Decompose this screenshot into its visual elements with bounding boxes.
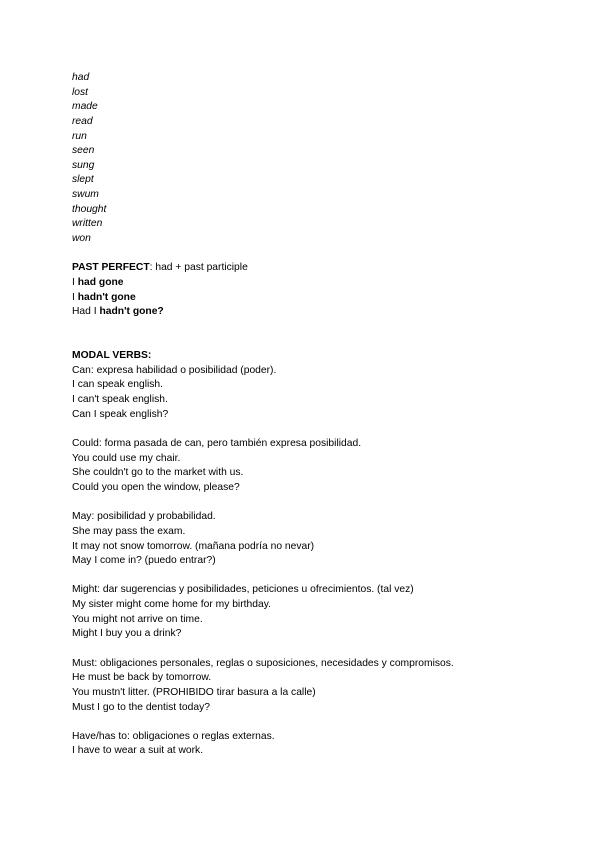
modal-could-block	[72, 437, 572, 496]
modal-might-block	[72, 583, 572, 642]
modal-have-to-block	[72, 730, 572, 759]
participle-item: thought	[72, 203, 107, 215]
participle-list	[72, 71, 572, 247]
modal-line: Can I speak english?	[72, 408, 169, 420]
participle-item: run	[72, 130, 87, 142]
participle-item: sung	[72, 159, 95, 171]
past-perfect-example	[72, 276, 572, 291]
past-perfect-section	[72, 261, 572, 320]
participle-item: seen	[72, 145, 95, 157]
modal-must-block	[72, 657, 572, 716]
past-perfect-example	[72, 305, 572, 320]
participle-item: won	[72, 233, 91, 245]
modal-line: You might not arrive on time.	[72, 613, 203, 625]
modal-line: It may not snow tomorrow. (mañana podría no nevar)	[72, 540, 315, 552]
participle-item: lost	[72, 86, 89, 98]
modal-line: My sister might come home for my birthday.	[72, 599, 271, 611]
example-prefix: Had I	[72, 306, 100, 318]
modal-line: Might: dar sugerencias y posibilidades, peticiones u ofrecimientos. (tal vez)	[72, 584, 414, 596]
modal-can-block	[72, 364, 572, 423]
modal-line: Might I buy you a drink?	[72, 628, 182, 640]
modal-verbs-heading	[72, 349, 572, 364]
participle-item: read	[72, 115, 93, 127]
modal-line: Can: expresa habilidad o posibilidad (poder).	[72, 364, 277, 376]
participle-item: written	[72, 218, 103, 230]
participle-item: had	[72, 72, 90, 83]
document-content	[72, 71, 572, 759]
modal-line: You could use my chair.	[72, 452, 181, 464]
modal-heading-text: MODAL VERBS:	[72, 350, 152, 362]
past-perfect-heading: PAST PERFECT	[72, 262, 150, 274]
modal-line: She may pass the exam.	[72, 525, 186, 537]
example-verb: had gone	[77, 276, 124, 288]
modal-line: Must: obligaciones personales, reglas o suposiciones, necesidades y compromisos.	[72, 657, 454, 669]
participle-item: swum	[72, 189, 99, 201]
modal-may-block	[72, 510, 572, 569]
modal-verbs-section	[72, 349, 572, 759]
modal-line: May: posibilidad y probabilidad.	[72, 511, 216, 523]
modal-line: She couldn't go to the market with us.	[72, 467, 244, 479]
past-perfect-rule: : had + past participle	[149, 262, 248, 274]
participle-item: made	[72, 101, 98, 113]
modal-line: May I come in? (puedo entrar?)	[72, 555, 216, 567]
modal-line: I can't speak english.	[72, 394, 168, 406]
example-verb: hadn't gone?	[99, 306, 164, 318]
modal-line: Could you open the window, please?	[72, 481, 240, 493]
modal-line: Have/has to: obligaciones o reglas externas.	[72, 730, 275, 742]
participle-item: slept	[72, 174, 94, 186]
modal-line: I have to wear a suit at work.	[72, 745, 204, 757]
modal-line: He must be back by tomorrow.	[72, 672, 212, 684]
example-prefix: I	[72, 291, 78, 303]
past-perfect-rule-line	[72, 261, 572, 276]
modal-line: Could: forma pasada de can, pero también expresa posibilidad.	[72, 438, 362, 450]
example-verb: hadn't gone	[77, 291, 136, 303]
modal-line: You mustn't litter. (PROHIBIDO tirar basura a la calle)	[72, 686, 316, 698]
example-prefix: I	[72, 276, 78, 288]
modal-line: I can speak english.	[72, 379, 164, 391]
past-perfect-example	[72, 291, 572, 306]
modal-line: Must I go to the dentist today?	[72, 701, 210, 713]
